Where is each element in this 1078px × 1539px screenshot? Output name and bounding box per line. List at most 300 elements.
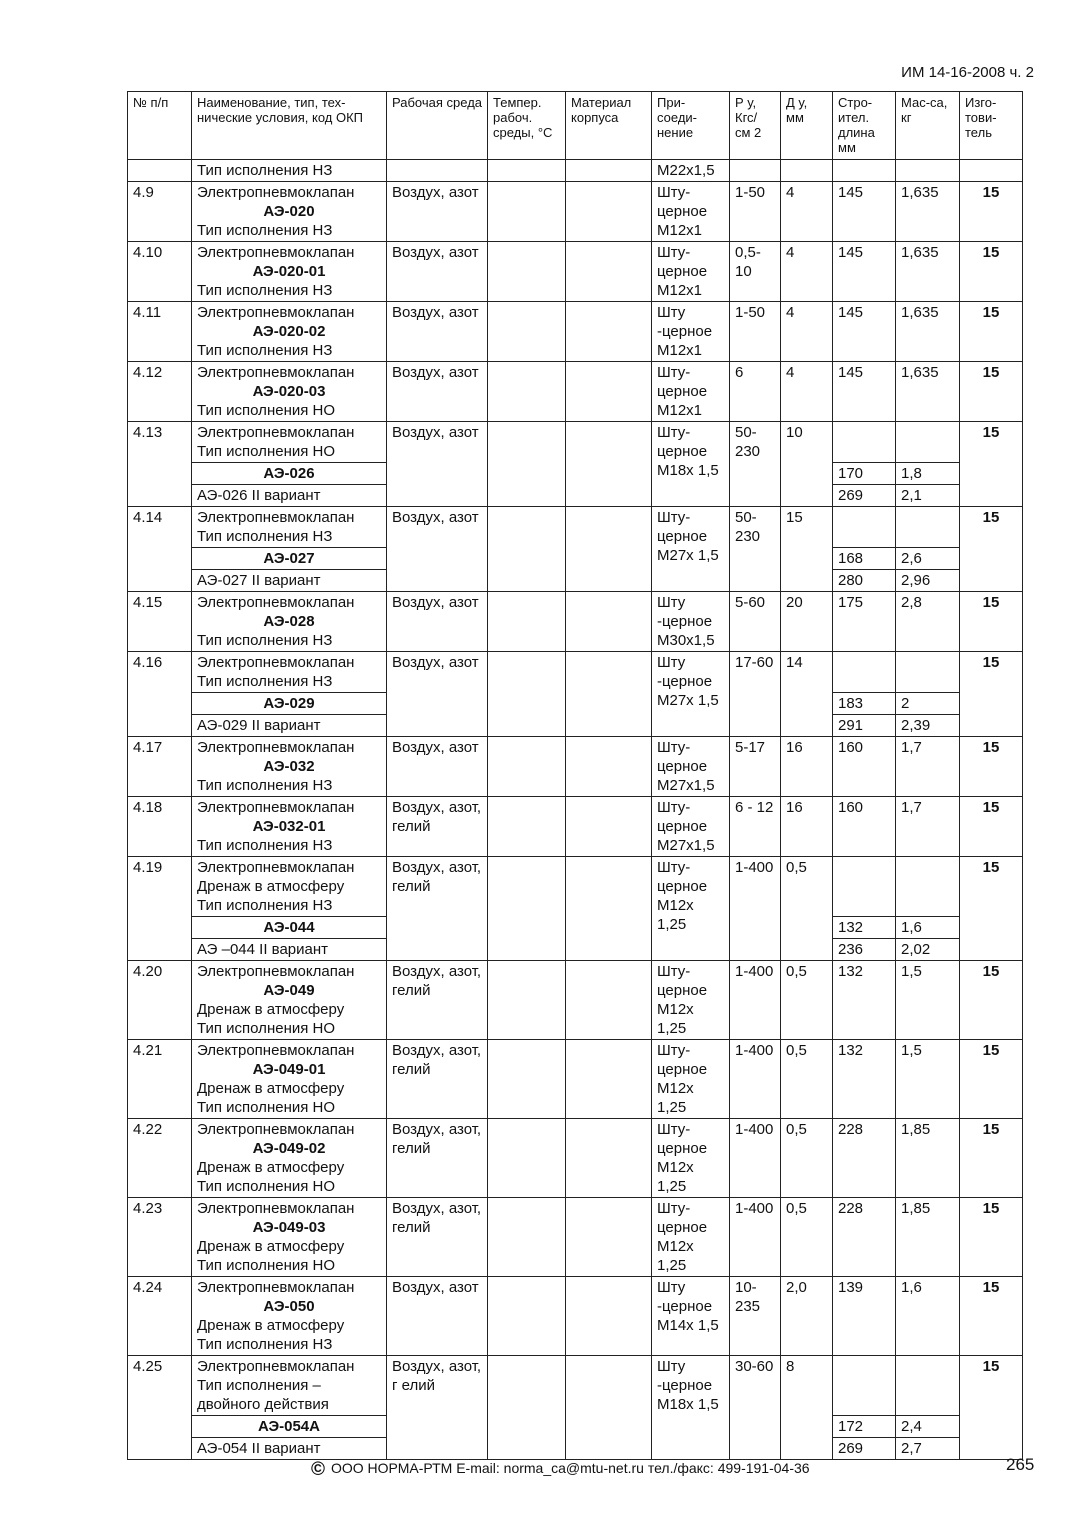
cell-length: 175 xyxy=(833,592,896,652)
cell-variant-mass: 2,6 xyxy=(896,548,960,570)
table-row xyxy=(128,182,1023,242)
cell-length: 145 xyxy=(833,302,896,362)
table-row xyxy=(128,797,1023,857)
cell-medium: Воздух, азот xyxy=(387,182,488,242)
header-no: № п/п xyxy=(128,92,192,160)
item-name: Электропневмоклапан xyxy=(197,594,355,611)
cell-connection: Шту -церное М12х1 xyxy=(652,302,730,362)
cell-medium: Воздух, азот, гелий xyxy=(387,1119,488,1198)
cell-mass: 1,5 xyxy=(896,1040,960,1119)
cell-temp xyxy=(488,961,566,1040)
cell-connection: Шту-церное М12х1 xyxy=(652,182,730,242)
cell-diameter: 4 xyxy=(781,242,833,302)
cell-material xyxy=(566,182,652,242)
cell-connection: Шту-церное М12х 1,25 xyxy=(652,1198,730,1277)
item-name: Электропневмоклапан xyxy=(197,1042,355,1059)
cell-diameter xyxy=(781,160,833,182)
cell-mass xyxy=(896,652,960,693)
cell-diameter: 2,0 xyxy=(781,1277,833,1356)
item-model: АЭ-020-02 xyxy=(252,323,326,340)
item-extra: Дренаж в атмосферу xyxy=(197,1080,345,1097)
item-type: Тип исполнения НЗ xyxy=(197,342,333,359)
cell-length: 228 xyxy=(833,1198,896,1277)
cell-connection: Шту-церное М12х 1,25 xyxy=(652,961,730,1040)
cell-maker: 15 xyxy=(960,1198,1023,1277)
cell-no xyxy=(128,160,192,182)
cell-temp xyxy=(488,1277,566,1356)
cell-connection: Шту-церное М27х1,5 xyxy=(652,737,730,797)
table-row xyxy=(128,160,1023,182)
cell-name xyxy=(192,242,387,302)
item-type: Тип исполнения НО xyxy=(197,1257,336,1274)
header-temp: Темпер. рабоч. среды, °С xyxy=(488,92,566,160)
table-row xyxy=(128,1356,1023,1416)
cell-length xyxy=(833,507,896,548)
item-name: Электропневмоклапан xyxy=(197,244,355,261)
table-row xyxy=(128,1119,1023,1198)
cell-diameter: 0,5 xyxy=(781,1198,833,1277)
table-row xyxy=(128,592,1023,652)
cell-maker: 15 xyxy=(960,797,1023,857)
cell-material xyxy=(566,422,652,507)
table-row xyxy=(128,507,1023,548)
cell-name xyxy=(192,422,387,463)
cell-variant-length: 168 xyxy=(833,548,896,570)
header-name: Наименование, тип, тех-нические условия, код ОКП xyxy=(192,92,387,160)
cell-variant-mass: 2,96 xyxy=(896,570,960,592)
cell-no: 4.13 xyxy=(128,422,192,507)
valve-spec-table xyxy=(127,91,1023,1460)
cell-temp xyxy=(488,1040,566,1119)
cell-temp xyxy=(488,1119,566,1198)
cell-diameter: 16 xyxy=(781,737,833,797)
cell-maker: 15 xyxy=(960,857,1023,961)
cell-variant-length: 132 xyxy=(833,917,896,939)
cell-maker: 15 xyxy=(960,737,1023,797)
item-name: Электропневмоклапан xyxy=(197,1121,355,1138)
cell-name xyxy=(192,857,387,917)
cell-temp xyxy=(488,652,566,737)
cell-name xyxy=(192,592,387,652)
cell-connection: Шту-церное М12х1 xyxy=(652,242,730,302)
item-model: АЭ-050 xyxy=(263,1298,315,1315)
cell-variant-mass: 1,8 xyxy=(896,463,960,485)
cell-material xyxy=(566,1356,652,1460)
cell-medium xyxy=(387,160,488,182)
cell-material xyxy=(566,1119,652,1198)
cell-no: 4.16 xyxy=(128,652,192,737)
item-extra: Дренаж в атмосферу xyxy=(197,1238,345,1255)
table-row xyxy=(128,242,1023,302)
cell-material xyxy=(566,857,652,961)
cell-connection: Шту-церное М12х 1,25 xyxy=(652,1119,730,1198)
table-row xyxy=(128,1040,1023,1119)
cell-temp xyxy=(488,507,566,592)
cell-diameter: 4 xyxy=(781,302,833,362)
cell-mass xyxy=(896,857,960,917)
cell-name xyxy=(192,302,387,362)
cell-diameter: 0,5 xyxy=(781,961,833,1040)
cell-mass: 2,8 xyxy=(896,592,960,652)
cell-medium: Воздух, азот xyxy=(387,422,488,507)
cell-variant-model: АЭ-054А xyxy=(192,1416,387,1438)
cell-variant-length: 269 xyxy=(833,1438,896,1460)
cell-no: 4.22 xyxy=(128,1119,192,1198)
cell-variant-model: АЭ-026 xyxy=(192,463,387,485)
cell-mass: 1,635 xyxy=(896,182,960,242)
cell-name xyxy=(192,652,387,693)
cell-no: 4.24 xyxy=(128,1277,192,1356)
cell-diameter: 4 xyxy=(781,362,833,422)
cell-variant-model: АЭ-054 II вариант xyxy=(192,1438,387,1460)
cell-name xyxy=(192,1356,387,1416)
cell-no: 4.14 xyxy=(128,507,192,592)
item-model: АЭ-049 xyxy=(263,982,315,999)
header-material: Материал корпуса xyxy=(566,92,652,160)
table-row xyxy=(128,1198,1023,1277)
cell-temp xyxy=(488,797,566,857)
cell-variant-model: АЭ-027 xyxy=(192,548,387,570)
cell-length: 145 xyxy=(833,242,896,302)
cell-variant-length: 172 xyxy=(833,1416,896,1438)
item-name: Электропневмоклапан xyxy=(197,654,355,671)
cell-no: 4.23 xyxy=(128,1198,192,1277)
cell-medium: Воздух, азот xyxy=(387,507,488,592)
cell-maker: 15 xyxy=(960,652,1023,737)
cell-maker: 15 xyxy=(960,592,1023,652)
cell-no: 4.18 xyxy=(128,797,192,857)
cell-mass xyxy=(896,507,960,548)
cell-material xyxy=(566,652,652,737)
item-extra: Дренаж в атмосферу xyxy=(197,878,345,895)
item-type: Тип исполнения НО xyxy=(197,1178,336,1195)
cell-pressure: 17-60 xyxy=(730,652,781,737)
cell-maker: 15 xyxy=(960,422,1023,507)
cell-mass xyxy=(896,160,960,182)
cell-length xyxy=(833,652,896,693)
cell-diameter: 14 xyxy=(781,652,833,737)
cell-connection: Шту-церное М12х1 xyxy=(652,362,730,422)
cell-diameter: 4 xyxy=(781,182,833,242)
cell-material xyxy=(566,362,652,422)
cell-pressure: 6 - 12 xyxy=(730,797,781,857)
cell-length: 160 xyxy=(833,797,896,857)
cell-variant-length: 269 xyxy=(833,485,896,507)
cell-medium: Воздух, азот xyxy=(387,592,488,652)
cell-temp xyxy=(488,857,566,961)
cell-variant-length: 183 xyxy=(833,693,896,715)
header-maker: Изго-тови-тель xyxy=(960,92,1023,160)
cell-length: 145 xyxy=(833,182,896,242)
cell-material xyxy=(566,160,652,182)
cell-length: 132 xyxy=(833,961,896,1040)
item-name: Электропневмоклапан xyxy=(197,799,355,816)
cell-no: 4.12 xyxy=(128,362,192,422)
item-type: Тип исполнения НЗ xyxy=(197,673,333,690)
cell-medium: Воздух, азот xyxy=(387,362,488,422)
item-model: АЭ-020 xyxy=(263,203,315,220)
cell-connection: Шту -церное М30х1,5 xyxy=(652,592,730,652)
table-row xyxy=(128,1277,1023,1356)
cell-mass: 1,85 xyxy=(896,1198,960,1277)
item-name: Электропневмоклапан xyxy=(197,1200,355,1217)
item-name: Электропневмоклапан xyxy=(197,1279,355,1296)
page-number: 265 xyxy=(1006,1455,1035,1474)
cell-mass: 1,7 xyxy=(896,797,960,857)
cell-connection: Шту -церное М18х 1,5 xyxy=(652,1356,730,1460)
cell-no: 4.9 xyxy=(128,182,192,242)
cell-no: 4.20 xyxy=(128,961,192,1040)
cell-medium: Воздух, азот xyxy=(387,1277,488,1356)
item-model: АЭ-032-01 xyxy=(252,818,326,835)
cell-pressure: 50-230 xyxy=(730,507,781,592)
cell-variant-length: 291 xyxy=(833,715,896,737)
cell-maker: 15 xyxy=(960,1119,1023,1198)
footer-text: ООО НОРМА-РТМ E-mail: norma_ca@mtu-net.ru тел./факс: 499-191-04-36 xyxy=(331,1460,810,1476)
cell-maker: 15 xyxy=(960,362,1023,422)
header-diameter: Д у, мм xyxy=(781,92,833,160)
cell-connection: Шту-церное М12х 1,25 xyxy=(652,1040,730,1119)
cell-medium: Воздух, азот xyxy=(387,652,488,737)
cell-maker: 15 xyxy=(960,1040,1023,1119)
item-model: АЭ-049-02 xyxy=(252,1140,326,1157)
item-model: АЭ-028 xyxy=(263,613,315,630)
cell-temp xyxy=(488,1356,566,1460)
cell-length xyxy=(833,422,896,463)
cell-variant-model: АЭ –044 II вариант xyxy=(192,939,387,961)
cell-maker: 15 xyxy=(960,242,1023,302)
cell-variant-model: АЭ-044 xyxy=(192,917,387,939)
cell-no: 4.19 xyxy=(128,857,192,961)
cell-variant-length: 170 xyxy=(833,463,896,485)
cell-material xyxy=(566,1040,652,1119)
cell-no: 4.15 xyxy=(128,592,192,652)
cell-variant-model: АЭ-026 II вариант xyxy=(192,485,387,507)
header-mass: Мас-са, кг xyxy=(896,92,960,160)
header-medium: Рабочая среда xyxy=(387,92,488,160)
cell-temp xyxy=(488,242,566,302)
cell-variant-mass: 2 xyxy=(896,693,960,715)
cell-material xyxy=(566,302,652,362)
item-model: АЭ-020-03 xyxy=(252,383,326,400)
table-row xyxy=(128,961,1023,1040)
cell-medium: Воздух, азот, гелий xyxy=(387,961,488,1040)
cell-variant-length: 236 xyxy=(833,939,896,961)
item-extra: Дренаж в атмосферу xyxy=(197,1317,345,1334)
table-row xyxy=(128,422,1023,463)
cell-medium: Воздух, азот, гелий xyxy=(387,797,488,857)
document-code: ИМ 14-16-2008 ч. 2 xyxy=(901,64,1034,81)
cell-maker: 15 xyxy=(960,507,1023,592)
cell-temp xyxy=(488,160,566,182)
cell-variant-mass: 2,39 xyxy=(896,715,960,737)
cell-name xyxy=(192,1198,387,1277)
cell-no: 4.10 xyxy=(128,242,192,302)
cell-name xyxy=(192,1040,387,1119)
item-name: Электропневмоклапан xyxy=(197,304,355,321)
item-name: Электропневмоклапан xyxy=(197,424,355,441)
cell-material xyxy=(566,1198,652,1277)
item-model: АЭ-049-01 xyxy=(252,1061,326,1078)
cell-length xyxy=(833,857,896,917)
cell-temp xyxy=(488,362,566,422)
cell-diameter: 8 xyxy=(781,1356,833,1460)
cell-maker xyxy=(960,160,1023,182)
item-type: Тип исполнения – двойного действия xyxy=(197,1377,329,1413)
table-row xyxy=(128,737,1023,797)
cell-medium: Воздух, азот xyxy=(387,302,488,362)
item-extra: Дренаж в атмосферу xyxy=(197,1159,345,1176)
cell-pressure: 6 xyxy=(730,362,781,422)
item-type: Тип исполнения НО xyxy=(197,443,336,460)
cell-name xyxy=(192,507,387,548)
cell-variant-mass: 2,1 xyxy=(896,485,960,507)
cell-length xyxy=(833,1356,896,1416)
cell-maker: 15 xyxy=(960,1277,1023,1356)
cell-material xyxy=(566,737,652,797)
cell-mass: 1,6 xyxy=(896,1277,960,1356)
cell-temp xyxy=(488,422,566,507)
cell-length: 160 xyxy=(833,737,896,797)
cell-pressure: 1-400 xyxy=(730,961,781,1040)
cell-mass: 1,635 xyxy=(896,362,960,422)
cell-name: Тип исполнения НЗ xyxy=(192,160,387,182)
item-type: Тип исполнения НО xyxy=(197,1099,336,1116)
item-type: Тип исполнения НЗ xyxy=(197,282,333,299)
item-model: АЭ-049-03 xyxy=(252,1219,326,1236)
cell-maker: 15 xyxy=(960,1356,1023,1460)
cell-length xyxy=(833,160,896,182)
cell-pressure: 5-17 xyxy=(730,737,781,797)
cell-pressure: 30-60 xyxy=(730,1356,781,1460)
cell-connection: Шту-церное М27х1,5 xyxy=(652,797,730,857)
item-model: АЭ-020-01 xyxy=(252,263,326,280)
cell-length: 228 xyxy=(833,1119,896,1198)
cell-diameter: 0,5 xyxy=(781,857,833,961)
item-type: Тип исполнения НЗ xyxy=(197,777,333,794)
cell-material xyxy=(566,797,652,857)
item-type: Тип исполнения НЗ xyxy=(197,897,333,914)
cell-connection: Шту-церное М18х 1,5 xyxy=(652,422,730,507)
cell-maker: 15 xyxy=(960,961,1023,1040)
item-name: Электропневмоклапан xyxy=(197,1358,355,1375)
cell-diameter: 16 xyxy=(781,797,833,857)
table-row xyxy=(128,857,1023,917)
cell-material xyxy=(566,961,652,1040)
cell-name xyxy=(192,182,387,242)
item-type: Тип исполнения НЗ xyxy=(197,837,333,854)
cell-variant-length: 280 xyxy=(833,570,896,592)
cell-name xyxy=(192,797,387,857)
item-name: Электропневмоклапан xyxy=(197,364,355,381)
cell-temp xyxy=(488,592,566,652)
copyright-icon: © xyxy=(311,1459,325,1480)
item-type: Тип исполнения НЗ xyxy=(197,528,333,545)
cell-variant-mass: 2,02 xyxy=(896,939,960,961)
item-type: Тип исполнения НЗ xyxy=(197,1336,333,1353)
cell-temp xyxy=(488,737,566,797)
cell-material xyxy=(566,242,652,302)
cell-pressure: 1-50 xyxy=(730,302,781,362)
cell-diameter: 0,5 xyxy=(781,1040,833,1119)
header-connection: При-соеди-нение xyxy=(652,92,730,160)
cell-diameter: 20 xyxy=(781,592,833,652)
item-extra: Дренаж в атмосферу xyxy=(197,1001,345,1018)
cell-diameter: 10 xyxy=(781,422,833,507)
item-name: Электропневмоклапан xyxy=(197,184,355,201)
cell-diameter: 0,5 xyxy=(781,1119,833,1198)
item-type: Тип исполнения НО xyxy=(197,1020,336,1037)
footer xyxy=(311,1459,810,1481)
cell-variant-mass: 1,6 xyxy=(896,917,960,939)
cell-material xyxy=(566,507,652,592)
cell-variant-model: АЭ-027 II вариант xyxy=(192,570,387,592)
cell-mass: 1,85 xyxy=(896,1119,960,1198)
item-name: Электропневмоклапан xyxy=(197,963,355,980)
cell-connection: Шту -церное М14х 1,5 xyxy=(652,1277,730,1356)
cell-no: 4.21 xyxy=(128,1040,192,1119)
item-type: Тип исполнения НЗ xyxy=(197,222,333,239)
cell-medium: Воздух, азот xyxy=(387,242,488,302)
cell-temp xyxy=(488,302,566,362)
cell-connection: М22х1,5 xyxy=(652,160,730,182)
cell-maker: 15 xyxy=(960,302,1023,362)
cell-temp xyxy=(488,182,566,242)
table-body xyxy=(128,160,1023,1460)
cell-medium: Воздух, азот, гелий xyxy=(387,1198,488,1277)
cell-name xyxy=(192,1277,387,1356)
cell-pressure: 10-235 xyxy=(730,1277,781,1356)
cell-pressure: 1-400 xyxy=(730,1119,781,1198)
cell-medium: Воздух, азот, г елий xyxy=(387,1356,488,1460)
table-header xyxy=(128,92,1023,160)
item-name: Электропневмоклапан xyxy=(197,509,355,526)
cell-name xyxy=(192,737,387,797)
cell-mass xyxy=(896,422,960,463)
cell-maker: 15 xyxy=(960,182,1023,242)
cell-mass: 1,635 xyxy=(896,302,960,362)
cell-length: 139 xyxy=(833,1277,896,1356)
cell-pressure: 1-400 xyxy=(730,1198,781,1277)
cell-variant-model: АЭ-029 II вариант xyxy=(192,715,387,737)
cell-variant-mass: 2,4 xyxy=(896,1416,960,1438)
cell-length: 145 xyxy=(833,362,896,422)
cell-name xyxy=(192,1119,387,1198)
cell-mass: 1,5 xyxy=(896,961,960,1040)
cell-no: 4.25 xyxy=(128,1356,192,1460)
cell-name xyxy=(192,362,387,422)
cell-pressure: 1-50 xyxy=(730,182,781,242)
cell-pressure: 1-400 xyxy=(730,1040,781,1119)
cell-mass: 1,635 xyxy=(896,242,960,302)
cell-temp xyxy=(488,1198,566,1277)
item-type: Тип исполнения НЗ xyxy=(197,632,333,649)
cell-medium: Воздух, азот xyxy=(387,737,488,797)
header-pressure: Р у, Кгс/ см 2 xyxy=(730,92,781,160)
table-row xyxy=(128,302,1023,362)
cell-connection: Шту-церное М27х 1,5 xyxy=(652,507,730,592)
cell-pressure: 50-230 xyxy=(730,422,781,507)
cell-mass xyxy=(896,1356,960,1416)
cell-pressure: 0,5-10 xyxy=(730,242,781,302)
cell-diameter: 15 xyxy=(781,507,833,592)
cell-material xyxy=(566,592,652,652)
item-name: Электропневмоклапан xyxy=(197,739,355,756)
cell-variant-mass: 2,7 xyxy=(896,1438,960,1460)
cell-length: 132 xyxy=(833,1040,896,1119)
cell-pressure: 5-60 xyxy=(730,592,781,652)
cell-pressure: 1-400 xyxy=(730,857,781,961)
